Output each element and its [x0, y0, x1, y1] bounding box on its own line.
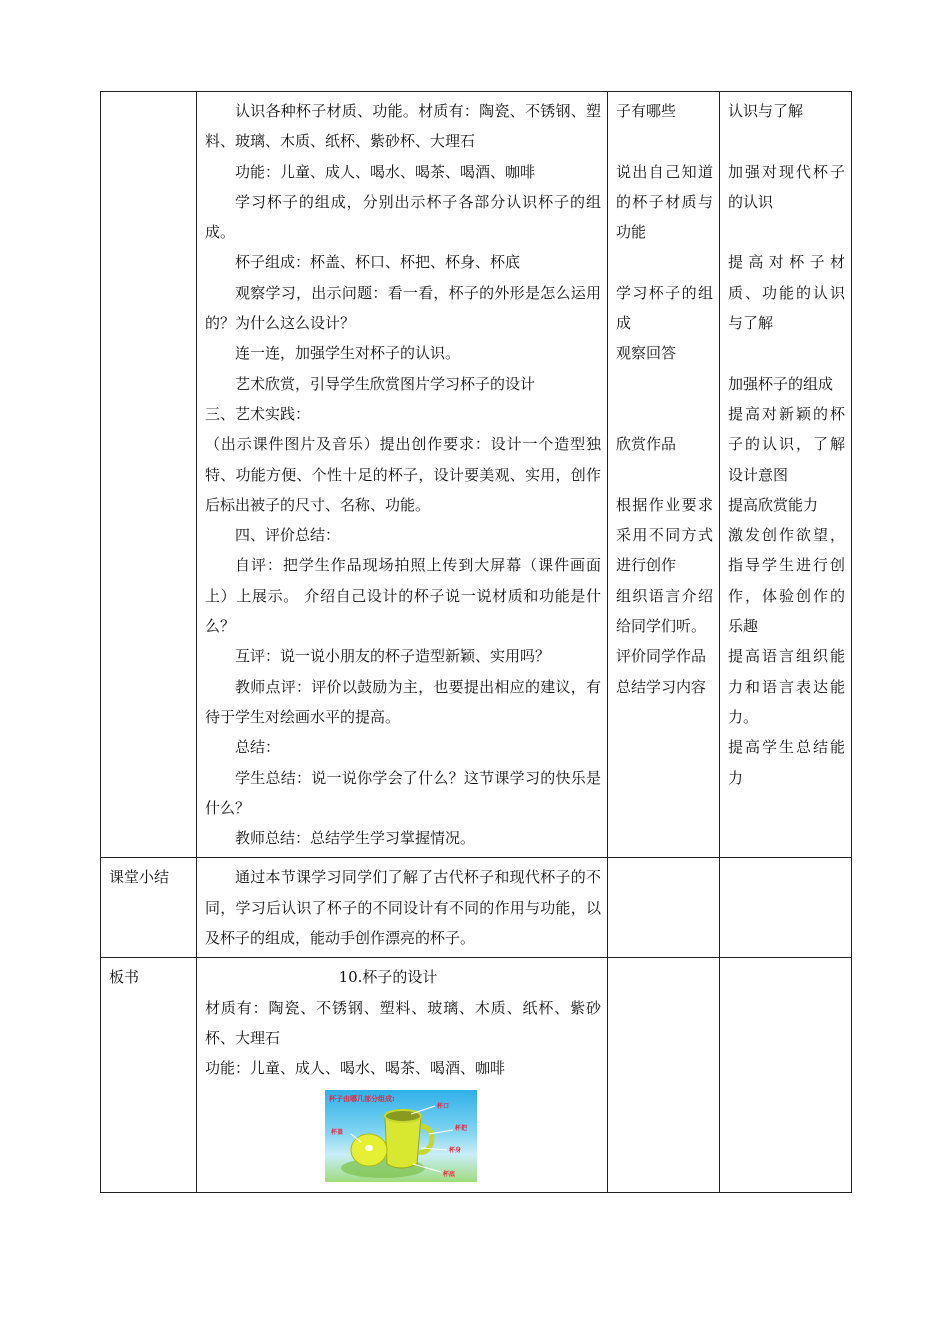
student-activity-cell — [608, 92, 720, 858]
student-activity: 学习杯子的组成 — [616, 283, 713, 333]
summary-label: 课堂小结 — [101, 858, 197, 958]
cup-parts-image — [325, 1090, 477, 1182]
student-activity: 子有哪些 — [616, 102, 677, 120]
design-intent: 激发创作欲望，指导学生进行创作，体验创作的乐趣 — [728, 526, 845, 636]
content-paragraph: 杯子组成：杯盖、杯口、杯把、杯身、杯底 — [235, 253, 521, 272]
design-intent: 加强杯子的组成 — [728, 374, 834, 393]
label-lid: 杯盖 — [331, 1128, 344, 1136]
label-handle: 杯把 — [455, 1124, 468, 1132]
cup-illustration — [325, 1090, 477, 1182]
content-paragraph: 教师点评：评价以鼓励为主，也要提出相应的建议，有待于学生对绘画水平的提高。 — [205, 677, 601, 726]
image-heading: 杯子由哪几部分组成: — [329, 1094, 395, 1103]
design-intent: 加强对现代杯子的认识 — [728, 162, 845, 211]
content-paragraph: 互评：说一说小朋友的杯子造型新颖、实用吗？ — [235, 647, 551, 666]
content-paragraph: 教师总结：总结学生学习掌握情况。 — [235, 829, 476, 848]
board-functions: 功能：儿童、成人、喝水、喝茶、喝酒、咖啡 — [205, 1059, 506, 1078]
summary-row — [101, 858, 852, 958]
label-body: 杯身 — [449, 1146, 462, 1154]
board-label: 板书 — [101, 958, 197, 1192]
design-intent: 认识与了解 — [728, 102, 804, 120]
process-label-cell — [101, 92, 197, 858]
content-paragraph: 功能：儿童、成人、喝水、喝茶、喝酒、咖啡 — [235, 162, 536, 181]
content-paragraph: 学生总结：说一说你学会了什么？这节课学习的快乐是什么？ — [205, 768, 601, 817]
process-row — [101, 92, 852, 858]
lesson-plan-table — [100, 91, 852, 1193]
design-intent-cell — [720, 92, 852, 858]
summary-content-cell — [197, 858, 608, 958]
board-empty-cell — [608, 958, 720, 1192]
board-empty-cell — [720, 958, 852, 1192]
design-intent: 提高对新颖的杯子的认识，了解设计意图 — [728, 404, 845, 484]
student-activity: 总结学习内容 — [616, 677, 707, 696]
content-paragraph: 观察学习，出示问题：看一看，杯子的外形是怎么运用的？为什么这么设计？ — [205, 283, 601, 333]
student-activity: 组织语言介绍给同学们听。 — [616, 586, 713, 636]
board-materials: 材质有：陶瓷、不锈钢、塑料、玻璃、木质、纸杯、紫砂杯、大理石 — [205, 998, 601, 1047]
board-row — [101, 958, 852, 1192]
student-activity: 根据作业要求采用不同方式进行创作 — [616, 495, 713, 575]
design-intent: 提高学生总结能力 — [728, 738, 845, 787]
summary-empty-cell — [608, 858, 720, 958]
content-paragraph: 学习杯子的组成，分别出示杯子各部分认识杯子的组成。 — [205, 192, 601, 242]
section-heading: 三、艺术实践： — [205, 404, 311, 423]
content-paragraph: 自评：把学生作品现场拍照上传到大屏幕（课件画面上）上展示。 介绍自己设计的杯子说一说材质和功能是什么？ — [205, 556, 601, 636]
student-activity: 欣赏作品 — [616, 435, 677, 454]
label-bottom: 杯底 — [443, 1170, 456, 1178]
label-rim: 杯口 — [437, 1102, 450, 1110]
student-activity: 观察回答 — [616, 344, 677, 363]
section-heading: 四、评价总结： — [235, 526, 341, 545]
summary-empty-cell — [720, 858, 852, 958]
content-paragraph: 总结： — [235, 738, 281, 757]
student-activity: 评价同学作品 — [616, 647, 707, 666]
cup-rim — [385, 1110, 421, 1122]
cup-body — [385, 1116, 421, 1168]
content-paragraph: （出示课件图片及音乐）提出创作要求：设计一个造型独特、功能方便、个性十足的杯子，设计要美观、实用，创作后标出被子的尺寸、名称、功能。 — [205, 435, 601, 514]
board-content-cell — [197, 958, 608, 1192]
student-activity: 说出自己知道的杯子材质与功能 — [616, 162, 713, 242]
content-paragraph: 认识各种杯子材质、功能。材质有：陶瓷、不锈钢、塑料、玻璃、木质、纸杯、紫砂杯、大理石 — [205, 102, 601, 151]
summary-text: 通过本节课学习同学们了解了古代杯子和现代杯子的不同，学习后认识了杯子的不同设计有不同的作用与功能，以及杯子的组成，能动手创作漂亮的杯子。 — [205, 868, 601, 948]
design-intent: 提高对杯子材质、功能的认识与了解 — [728, 253, 845, 333]
content-paragraph: 连一连，加强学生对杯子的认识。 — [235, 344, 461, 363]
content-paragraph: 艺术欣赏，引导学生欣赏图片学习杯子的设计 — [235, 374, 536, 393]
lid-knob — [365, 1145, 373, 1151]
design-intent: 提高欣赏能力 — [728, 495, 819, 514]
process-content-cell — [197, 92, 608, 858]
board-title: 10.杯子的设计 — [338, 968, 438, 987]
design-intent: 提高语言组织能力和语言表达能力。 — [728, 647, 845, 726]
